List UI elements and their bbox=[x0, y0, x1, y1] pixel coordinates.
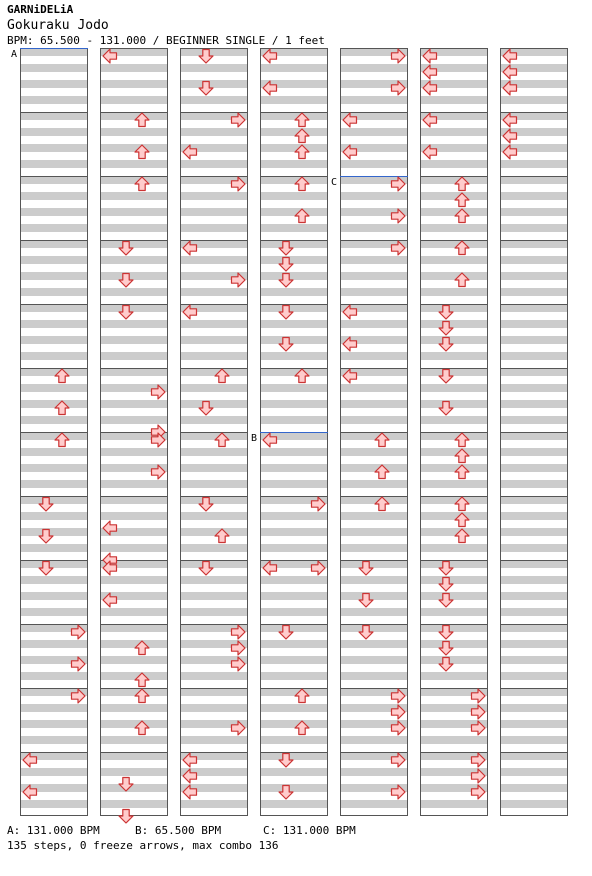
beat-stripe bbox=[180, 320, 248, 328]
beat-stripe bbox=[500, 160, 568, 168]
beat-stripe bbox=[500, 400, 568, 408]
beat-stripe bbox=[100, 96, 168, 104]
beat-stripe bbox=[340, 224, 408, 232]
beat-stripe bbox=[500, 768, 568, 776]
beat-stripe bbox=[20, 128, 88, 136]
beat-stripe bbox=[500, 368, 568, 376]
beat-stripe bbox=[180, 496, 248, 504]
beat-stripe bbox=[100, 224, 168, 232]
beat-stripe bbox=[260, 784, 328, 792]
beat-stripe bbox=[20, 592, 88, 600]
beat-stripe bbox=[20, 368, 88, 376]
beat-stripe bbox=[100, 576, 168, 584]
beat-stripe bbox=[20, 608, 88, 616]
beat-stripe bbox=[20, 256, 88, 264]
beat-stripe bbox=[500, 528, 568, 536]
beat-stripe bbox=[20, 272, 88, 280]
bpm-legend-b: B: 65.500 BPM bbox=[135, 824, 222, 837]
beat-stripe bbox=[420, 384, 488, 392]
beat-stripe bbox=[420, 640, 488, 648]
beat-stripe bbox=[420, 96, 488, 104]
beat-stripe bbox=[20, 96, 88, 104]
beat-stripe bbox=[100, 192, 168, 200]
beat-stripe bbox=[340, 64, 408, 72]
beat-stripe bbox=[180, 64, 248, 72]
beat-stripe bbox=[100, 512, 168, 520]
beat-stripe bbox=[500, 512, 568, 520]
beat-stripe bbox=[420, 160, 488, 168]
beat-stripe bbox=[340, 320, 408, 328]
beat-stripe bbox=[260, 544, 328, 552]
beat-stripe bbox=[100, 608, 168, 616]
beat-stripe bbox=[420, 416, 488, 424]
beat-stripe bbox=[420, 608, 488, 616]
beat-stripe bbox=[100, 656, 168, 664]
beat-stripe bbox=[180, 208, 248, 216]
beat-stripe bbox=[20, 416, 88, 424]
beat-stripe bbox=[180, 480, 248, 488]
beat-stripe bbox=[20, 672, 88, 680]
beat-stripe bbox=[20, 704, 88, 712]
beat-stripe bbox=[180, 336, 248, 344]
beat-stripe bbox=[20, 576, 88, 584]
beat-stripe bbox=[500, 560, 568, 568]
beat-stripe bbox=[180, 352, 248, 360]
beat-stripe bbox=[420, 176, 488, 184]
beat-stripe bbox=[180, 432, 248, 440]
beat-stripe bbox=[420, 480, 488, 488]
beat-stripe bbox=[420, 400, 488, 408]
beat-stripe bbox=[100, 64, 168, 72]
beat-stripe bbox=[260, 720, 328, 728]
beat-stripe bbox=[420, 320, 488, 328]
beat-stripe bbox=[420, 512, 488, 520]
beat-stripe bbox=[20, 112, 88, 120]
beat-stripe bbox=[20, 640, 88, 648]
beat-stripe bbox=[100, 352, 168, 360]
beat-stripe bbox=[340, 736, 408, 744]
bpm-legend-a: A: 131.000 BPM bbox=[7, 824, 100, 837]
beat-stripe bbox=[100, 624, 168, 632]
beat-stripe bbox=[340, 496, 408, 504]
beat-stripe bbox=[260, 672, 328, 680]
beat-stripe bbox=[100, 128, 168, 136]
beat-stripe bbox=[500, 496, 568, 504]
beat-stripe bbox=[20, 80, 88, 88]
beat-stripe bbox=[100, 496, 168, 504]
beat-stripe bbox=[20, 560, 88, 568]
beat-stripe bbox=[500, 544, 568, 552]
beat-stripe bbox=[180, 688, 248, 696]
beat-stripe bbox=[420, 272, 488, 280]
beat-stripe bbox=[180, 544, 248, 552]
beat-stripe bbox=[180, 400, 248, 408]
beat-stripe bbox=[20, 160, 88, 168]
beat-stripe bbox=[340, 656, 408, 664]
beat-stripe bbox=[180, 96, 248, 104]
beat-stripe bbox=[20, 336, 88, 344]
beat-stripe bbox=[100, 768, 168, 776]
beat-stripe bbox=[500, 800, 568, 808]
beat-stripe bbox=[340, 560, 408, 568]
beat-stripe bbox=[340, 432, 408, 440]
beat-stripe bbox=[500, 192, 568, 200]
beat-stripe bbox=[500, 336, 568, 344]
beat-stripe bbox=[100, 320, 168, 328]
beat-stripe bbox=[260, 752, 328, 760]
beat-stripe bbox=[260, 288, 328, 296]
beat-stripe bbox=[100, 752, 168, 760]
beat-stripe bbox=[500, 224, 568, 232]
beat-stripe bbox=[180, 48, 248, 56]
beat-stripe bbox=[500, 432, 568, 440]
beat-stripe bbox=[340, 256, 408, 264]
beat-stripe bbox=[500, 464, 568, 472]
beat-stripe bbox=[420, 256, 488, 264]
beat-stripe bbox=[20, 176, 88, 184]
beat-stripe bbox=[100, 288, 168, 296]
beat-stripe bbox=[20, 208, 88, 216]
beat-stripe bbox=[260, 192, 328, 200]
beat-stripe bbox=[20, 480, 88, 488]
beat-stripe bbox=[500, 384, 568, 392]
beat-stripe bbox=[180, 464, 248, 472]
beat-stripe bbox=[260, 352, 328, 360]
bpm-legend-c: C: 131.000 BPM bbox=[263, 824, 356, 837]
beat-stripe bbox=[180, 128, 248, 136]
beat-stripe bbox=[100, 480, 168, 488]
beat-stripe bbox=[260, 384, 328, 392]
beat-stripe bbox=[180, 160, 248, 168]
beat-stripe bbox=[100, 160, 168, 168]
beat-stripe bbox=[340, 544, 408, 552]
beat-stripe bbox=[340, 512, 408, 520]
beat-stripe bbox=[340, 400, 408, 408]
beat-stripe bbox=[340, 384, 408, 392]
beat-stripe bbox=[180, 256, 248, 264]
beat-stripe bbox=[500, 688, 568, 696]
beat-stripe bbox=[420, 336, 488, 344]
beat-stripe bbox=[260, 320, 328, 328]
beat-stripe bbox=[420, 672, 488, 680]
beat-stripe bbox=[260, 144, 328, 152]
beat-stripe bbox=[340, 352, 408, 360]
bpm-info: BPM: 65.500 - 131.000 / BEGINNER SINGLE / 1 feet bbox=[7, 34, 325, 47]
beat-stripe bbox=[420, 208, 488, 216]
beat-stripe bbox=[340, 480, 408, 488]
beat-stripe bbox=[500, 96, 568, 104]
beat-stripe bbox=[20, 384, 88, 392]
beat-stripe bbox=[100, 400, 168, 408]
beat-stripe bbox=[500, 592, 568, 600]
beat-stripe bbox=[100, 80, 168, 88]
beat-stripe bbox=[20, 528, 88, 536]
beat-stripe bbox=[20, 320, 88, 328]
beat-stripe bbox=[100, 704, 168, 712]
beat-stripe bbox=[260, 160, 328, 168]
beat-stripe bbox=[500, 752, 568, 760]
beat-stripe bbox=[420, 240, 488, 248]
beat-stripe bbox=[20, 736, 88, 744]
beat-stripe bbox=[340, 160, 408, 168]
beat-stripe bbox=[500, 736, 568, 744]
beat-stripe bbox=[100, 416, 168, 424]
beat-stripe bbox=[180, 704, 248, 712]
beat-stripe bbox=[420, 800, 488, 808]
beat-stripe bbox=[180, 80, 248, 88]
beat-stripe bbox=[260, 656, 328, 664]
beat-stripe bbox=[260, 208, 328, 216]
beat-stripe bbox=[180, 576, 248, 584]
beat-stripe bbox=[260, 272, 328, 280]
beat-stripe bbox=[20, 768, 88, 776]
beat-stripe bbox=[340, 272, 408, 280]
beat-stripe bbox=[500, 624, 568, 632]
beat-stripe bbox=[20, 144, 88, 152]
beat-stripe bbox=[100, 336, 168, 344]
beat-stripe bbox=[100, 144, 168, 152]
song-title: Gokuraku Jodo bbox=[7, 18, 109, 33]
beat-stripe bbox=[180, 288, 248, 296]
beat-stripe bbox=[180, 384, 248, 392]
beat-stripe bbox=[20, 496, 88, 504]
beat-stripe bbox=[420, 288, 488, 296]
beat-stripe bbox=[20, 352, 88, 360]
beat-stripe bbox=[180, 592, 248, 600]
beat-stripe bbox=[180, 368, 248, 376]
beat-stripe bbox=[20, 48, 88, 56]
beat-stripe bbox=[20, 464, 88, 472]
beat-stripe bbox=[500, 208, 568, 216]
beat-stripe bbox=[20, 544, 88, 552]
beat-stripe bbox=[100, 784, 168, 792]
beat-stripe bbox=[340, 128, 408, 136]
beat-stripe bbox=[420, 128, 488, 136]
beat-stripe bbox=[20, 448, 88, 456]
chart-stats: 135 steps, 0 freeze arrows, max combo 136 bbox=[7, 839, 279, 852]
beat-stripe bbox=[420, 624, 488, 632]
beat-stripe bbox=[260, 640, 328, 648]
beat-stripe bbox=[180, 560, 248, 568]
beat-stripe bbox=[100, 640, 168, 648]
beat-stripe bbox=[340, 288, 408, 296]
beat-stripe bbox=[340, 192, 408, 200]
beat-stripe bbox=[420, 528, 488, 536]
beat-stripe bbox=[420, 656, 488, 664]
beat-stripe bbox=[100, 256, 168, 264]
beat-stripe bbox=[180, 736, 248, 744]
beat-stripe bbox=[500, 784, 568, 792]
beat-stripe bbox=[180, 192, 248, 200]
beat-stripe bbox=[260, 64, 328, 72]
beat-stripe bbox=[260, 576, 328, 584]
beat-stripe bbox=[180, 672, 248, 680]
beat-stripe bbox=[260, 256, 328, 264]
beat-stripe bbox=[260, 528, 328, 536]
beat-stripe bbox=[20, 192, 88, 200]
beat-stripe bbox=[500, 656, 568, 664]
beat-stripe bbox=[20, 288, 88, 296]
beat-stripe bbox=[260, 448, 328, 456]
beat-stripe bbox=[420, 432, 488, 440]
beat-stripe bbox=[100, 720, 168, 728]
beat-stripe bbox=[260, 96, 328, 104]
beat-stripe bbox=[260, 800, 328, 808]
beat-stripe bbox=[100, 800, 168, 808]
beat-stripe bbox=[180, 608, 248, 616]
beat-stripe bbox=[500, 240, 568, 248]
beat-stripe bbox=[100, 672, 168, 680]
beat-stripe bbox=[500, 576, 568, 584]
beat-stripe bbox=[100, 368, 168, 376]
beat-stripe bbox=[420, 304, 488, 312]
beat-stripe bbox=[260, 512, 328, 520]
beat-stripe bbox=[260, 128, 328, 136]
beat-stripe bbox=[340, 96, 408, 104]
beat-stripe bbox=[180, 512, 248, 520]
bpm-marker-a: A bbox=[11, 49, 18, 60]
beat-stripe bbox=[340, 800, 408, 808]
beat-stripe bbox=[500, 608, 568, 616]
beat-stripe bbox=[260, 400, 328, 408]
beat-stripe bbox=[420, 368, 488, 376]
beat-stripe bbox=[20, 512, 88, 520]
beat-stripe bbox=[180, 800, 248, 808]
beat-stripe bbox=[20, 432, 88, 440]
beat-stripe bbox=[100, 272, 168, 280]
beat-stripe bbox=[20, 224, 88, 232]
beat-stripe bbox=[20, 720, 88, 728]
beat-stripe bbox=[100, 448, 168, 456]
beat-stripe bbox=[20, 240, 88, 248]
beat-stripe bbox=[420, 736, 488, 744]
beat-stripe bbox=[340, 576, 408, 584]
beat-stripe bbox=[340, 608, 408, 616]
beat-stripe bbox=[100, 208, 168, 216]
beat-stripe bbox=[260, 464, 328, 472]
beat-stripe bbox=[420, 496, 488, 504]
beat-stripe bbox=[260, 688, 328, 696]
beat-stripe bbox=[20, 64, 88, 72]
beat-stripe bbox=[420, 560, 488, 568]
beat-stripe bbox=[260, 704, 328, 712]
beat-stripe bbox=[180, 528, 248, 536]
beat-stripe bbox=[100, 176, 168, 184]
beat-stripe bbox=[260, 416, 328, 424]
beat-stripe bbox=[420, 464, 488, 472]
beat-stripe bbox=[340, 624, 408, 632]
beat-stripe bbox=[260, 176, 328, 184]
beat-stripe bbox=[100, 544, 168, 552]
beat-stripe bbox=[500, 256, 568, 264]
beat-stripe bbox=[420, 592, 488, 600]
beat-stripe bbox=[180, 224, 248, 232]
beat-stripe bbox=[340, 528, 408, 536]
beat-stripe bbox=[500, 288, 568, 296]
beat-stripe bbox=[500, 640, 568, 648]
beat-stripe bbox=[500, 672, 568, 680]
beat-stripe bbox=[340, 416, 408, 424]
beat-stripe bbox=[260, 480, 328, 488]
beat-stripe bbox=[260, 736, 328, 744]
beat-stripe bbox=[260, 240, 328, 248]
artist-name: GARNiDELiA bbox=[7, 3, 74, 16]
beat-stripe bbox=[420, 544, 488, 552]
beat-stripe bbox=[340, 448, 408, 456]
beat-stripe bbox=[180, 416, 248, 424]
beat-stripe bbox=[420, 224, 488, 232]
beat-stripe bbox=[340, 672, 408, 680]
beat-stripe bbox=[260, 624, 328, 632]
beat-stripe bbox=[260, 224, 328, 232]
beat-stripe bbox=[100, 304, 168, 312]
beat-stripe bbox=[500, 704, 568, 712]
beat-stripe bbox=[260, 608, 328, 616]
beat-stripe bbox=[260, 112, 328, 120]
beat-stripe bbox=[260, 336, 328, 344]
beat-stripe bbox=[500, 720, 568, 728]
beat-stripe bbox=[260, 592, 328, 600]
beat-stripe bbox=[100, 736, 168, 744]
beat-stripe bbox=[500, 304, 568, 312]
beat-stripe bbox=[500, 352, 568, 360]
beat-stripe bbox=[100, 688, 168, 696]
beat-stripe bbox=[20, 304, 88, 312]
beat-stripe bbox=[340, 640, 408, 648]
beat-stripe bbox=[420, 448, 488, 456]
beat-stripe bbox=[500, 448, 568, 456]
beat-stripe bbox=[420, 352, 488, 360]
beat-stripe bbox=[180, 448, 248, 456]
beat-stripe bbox=[20, 400, 88, 408]
beat-stripe bbox=[500, 320, 568, 328]
beat-stripe bbox=[100, 240, 168, 248]
beat-stripe bbox=[20, 800, 88, 808]
beat-stripe bbox=[100, 112, 168, 120]
beat-stripe bbox=[260, 368, 328, 376]
beat-stripe bbox=[500, 480, 568, 488]
beat-stripe bbox=[340, 464, 408, 472]
beat-stripe bbox=[340, 768, 408, 776]
beat-stripe bbox=[500, 176, 568, 184]
bpm-marker-c: C bbox=[331, 177, 338, 188]
bpm-marker-b: B bbox=[251, 433, 258, 444]
beat-stripe bbox=[260, 304, 328, 312]
beat-stripe bbox=[420, 192, 488, 200]
beat-stripe bbox=[500, 272, 568, 280]
beat-stripe bbox=[420, 576, 488, 584]
beat-stripe bbox=[500, 416, 568, 424]
beat-stripe bbox=[260, 768, 328, 776]
beat-stripe bbox=[340, 592, 408, 600]
